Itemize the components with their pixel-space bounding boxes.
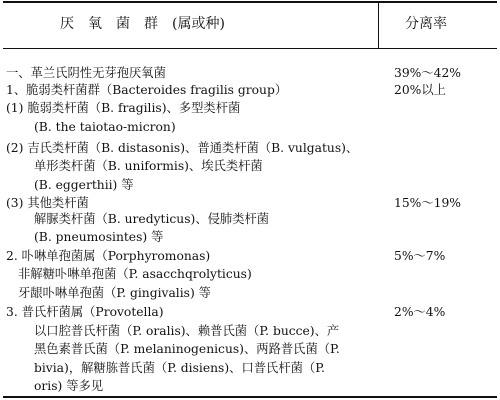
header-group-label: 厌 氧 菌 群 (属或种) (60, 16, 225, 32)
row-rate: 20%以上 (394, 83, 446, 97)
row-text: oris) 等多见 (34, 379, 104, 393)
table-bottom-rule (3, 396, 497, 398)
row-text: 2. 卟啉单孢菌属（Porphyromonas) (6, 249, 211, 263)
row-text: (B. eggerthii) 等 (34, 178, 134, 192)
row-text: (1) 脆弱类杆菌（B. fragilis)、多型类杆菌 (6, 101, 241, 115)
row-text: 解脲类杆菌（B. uredyticus)、侵肺类杆菌 (34, 212, 270, 226)
row-rate: 15%～19% (394, 196, 461, 210)
header-column-separator (378, 3, 379, 48)
row-text: 单形类杆菌（B. uniformis)、埃氏类杆菌 (34, 159, 263, 173)
row-text: (B. the taiotao-micron) (34, 120, 176, 134)
row-rate: 39%～42% (394, 66, 461, 80)
row-text: (B. pneumosintes) 等 (34, 230, 164, 244)
row-text: 以口腔普氏杆菌（P. oralis)、赖普氏菌（P. bucce)、产 (34, 324, 340, 338)
row-text: (3) 其他类杆菌 (6, 196, 89, 210)
row-text: 黑色素普氏菌（P. melaninogenicus)、两路普氏菌（P. (34, 342, 340, 356)
table-header-rule (3, 48, 497, 49)
row-rate: 2%～4% (394, 305, 446, 319)
row-text: 非解糖卟啉单孢菌（P. asacchqrolyticus) (18, 267, 252, 281)
row-text: 1、脆弱类杆菌群（Bacteroides fragilis group） (6, 83, 288, 97)
row-text: 一、革兰氏阴性无芽孢厌氧菌 (6, 66, 166, 80)
header-rate-label: 分离率 (405, 16, 447, 32)
row-text: 3. 普氏杆菌属（Provotella) (6, 305, 164, 319)
row-text: bivia)，解糖胨普氏菌（P. disiens)、口普氏杆菌（P. (34, 361, 325, 375)
row-rate: 5%～7% (394, 249, 446, 263)
row-text: 牙龈卟啉单孢菌（P. gingivalis) 等 (18, 286, 211, 300)
row-text: (2) 吉氏类杆菌（B. distasonis)、普通类杆菌（B. vulgatus)、 (6, 141, 359, 155)
table-top-rule (3, 1, 497, 3)
